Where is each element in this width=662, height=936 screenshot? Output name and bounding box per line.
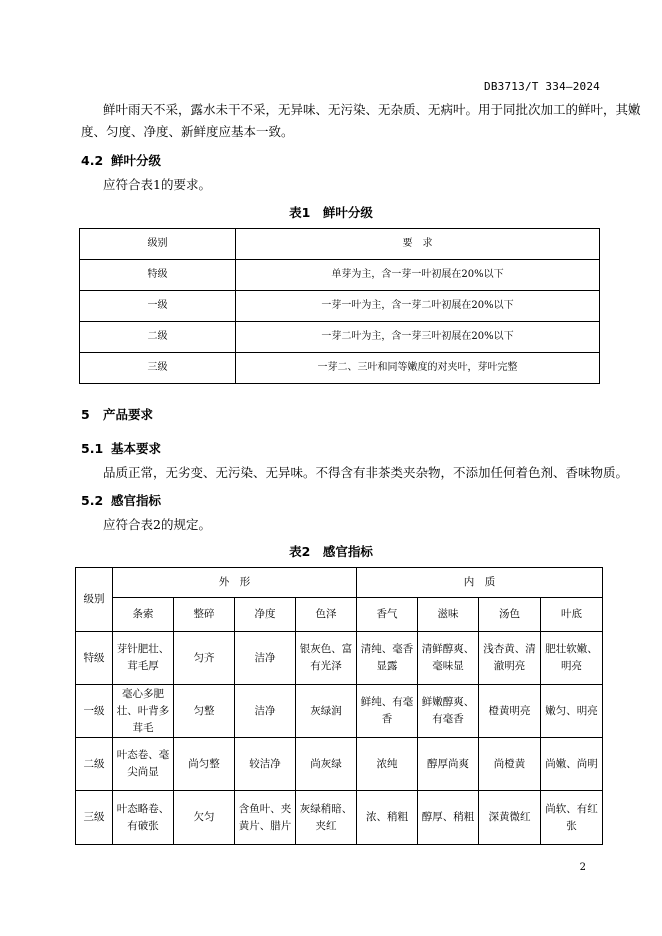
section-5-2-text: 应符合表2的规定。 [103, 517, 211, 532]
data-cell: 尚橙黄 [479, 738, 541, 791]
sub-header-cell: 条索 [113, 598, 174, 632]
section-number: 4.2 [81, 153, 104, 168]
section-number: 5.2 [81, 493, 104, 508]
table-row [76, 632, 603, 685]
data-cell: 含鱼叶、夹黄片、腊片 [235, 791, 296, 845]
requirement-cell: 一芽一叶为主，含一芽二叶初展在20%以下 [236, 291, 600, 322]
table-row [80, 353, 600, 384]
grade-cell: 三级 [76, 791, 113, 845]
section-4-2-text: 应符合表1的要求。 [103, 177, 211, 192]
requirement-cell: 一芽二叶为主，含一芽三叶初展在20%以下 [236, 322, 600, 353]
data-cell: 叶态卷、毫尖尚显 [113, 738, 174, 791]
section-title: 鲜叶分级 [111, 153, 162, 168]
grade-cell: 一级 [76, 685, 113, 738]
table-row [80, 322, 600, 353]
data-cell: 尚嫩、尚明 [541, 738, 603, 791]
grade-cell: 特级 [76, 632, 113, 685]
sub-header-cell: 香气 [357, 598, 418, 632]
data-cell: 深黄微红 [479, 791, 541, 845]
table2 [75, 567, 603, 845]
data-cell: 尚软、有红张 [541, 791, 603, 845]
section-5-heading [81, 405, 153, 423]
table1-caption: 表1 鲜叶分级 [289, 205, 373, 220]
data-cell: 尚灰绿 [296, 738, 357, 791]
table1 [79, 228, 600, 384]
data-cell: 叶态略卷、有破张 [113, 791, 174, 845]
data-cell: 欠匀 [174, 791, 235, 845]
data-cell: 毫心多肥壮、叶背多茸毛 [113, 685, 174, 738]
section-5-1-text: 品质正常，无劣变、无污染、无异味。不得含有非茶类夹杂物，不添加任何着色剂、香味物质。 [103, 465, 629, 480]
data-cell: 银灰色、富有光泽 [296, 632, 357, 685]
data-cell: 较洁净 [235, 738, 296, 791]
data-cell: 尚匀整 [174, 738, 235, 791]
section-title: 基本要求 [111, 441, 162, 456]
data-cell: 浅杏黄、清澈明亮 [479, 632, 541, 685]
data-cell: 浓、稍粗 [357, 791, 418, 845]
table-row [76, 685, 603, 738]
sub-header-cell: 整碎 [174, 598, 235, 632]
section-4-2-heading [81, 151, 161, 169]
grade-cell: 二级 [76, 738, 113, 791]
data-cell: 匀整 [174, 685, 235, 738]
grade-cell: 特级 [80, 260, 236, 291]
data-cell: 橙黄明亮 [479, 685, 541, 738]
data-cell: 灰绿稍暗、夹红 [296, 791, 357, 845]
section-5-2-heading [81, 491, 161, 509]
table1-header-row [80, 229, 600, 260]
section-5-1-heading [81, 439, 161, 457]
data-cell: 灰绿润 [296, 685, 357, 738]
sub-header-cell: 滋味 [418, 598, 479, 632]
table2-sub-header-row [76, 598, 603, 632]
data-cell: 浓纯 [357, 738, 418, 791]
grade-header-cell: 级别 [76, 568, 113, 632]
data-cell: 鲜嫩醇爽、有毫香 [418, 685, 479, 738]
requirement-cell: 一芽二、三叶和同等嫩度的对夹叶，芽叶完整 [236, 353, 600, 384]
page-number: 2 [579, 862, 586, 873]
table1-header-cell: 级别 [80, 229, 236, 260]
data-cell: 肥壮软嫩、明亮 [541, 632, 603, 685]
section-number: 5 [81, 407, 90, 422]
table1-header-cell: 要 求 [236, 229, 600, 260]
data-cell: 醇厚、稍粗 [418, 791, 479, 845]
data-cell: 鲜纯、有毫香 [357, 685, 418, 738]
intro-line-1: 鲜叶雨天不采，露水未干不采，无异味、无污染、无杂质、无病叶。用于同批次加工的鲜叶，其嫩 [103, 102, 641, 117]
grade-cell: 三级 [80, 353, 236, 384]
data-cell: 洁净 [235, 685, 296, 738]
quality-group-header: 内 质 [357, 568, 603, 598]
table-row [80, 260, 600, 291]
table-row [76, 791, 603, 845]
grade-cell: 二级 [80, 322, 236, 353]
data-cell: 洁净 [235, 632, 296, 685]
data-cell: 清鲜醇爽、毫味显 [418, 632, 479, 685]
data-cell: 匀齐 [174, 632, 235, 685]
table2-group-header-row [76, 568, 603, 598]
sub-header-cell: 叶底 [541, 598, 603, 632]
sub-header-cell: 汤色 [479, 598, 541, 632]
sub-header-cell: 净度 [235, 598, 296, 632]
section-title: 产品要求 [103, 407, 154, 422]
sub-header-cell: 色泽 [296, 598, 357, 632]
section-number: 5.1 [81, 441, 104, 456]
section-title: 感官指标 [111, 493, 162, 508]
appearance-group-header: 外 形 [113, 568, 357, 598]
data-cell: 醇厚尚爽 [418, 738, 479, 791]
table-row [76, 738, 603, 791]
intro-line-2: 度、匀度、净度、新鲜度应基本一致。 [81, 124, 294, 139]
table-row [80, 291, 600, 322]
data-cell: 嫩匀、明亮 [541, 685, 603, 738]
table2-caption: 表2 感官指标 [289, 544, 373, 559]
data-cell: 芽针肥壮、茸毛厚 [113, 632, 174, 685]
document-code: DB3713/T 334—2024 [484, 80, 600, 93]
data-cell: 清纯、毫香显露 [357, 632, 418, 685]
grade-cell: 一级 [80, 291, 236, 322]
requirement-cell: 单芽为主，含一芽一叶初展在20%以下 [236, 260, 600, 291]
